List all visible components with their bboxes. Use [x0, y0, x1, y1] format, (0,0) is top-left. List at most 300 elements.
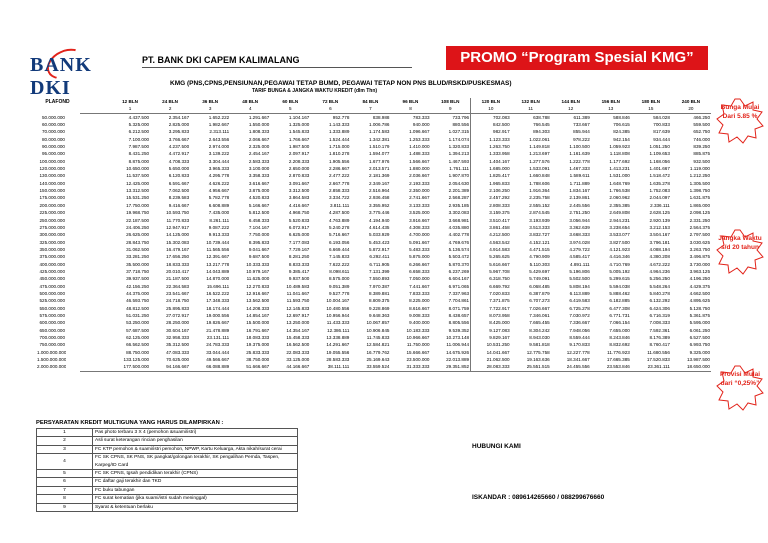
installment-cell: 2.286.667 — [328, 166, 350, 172]
installment-cell: 9.170.833 — [569, 342, 590, 348]
table-row — [80, 261, 711, 268]
installment-cell: 2.555.152 — [529, 202, 550, 208]
installment-cell: 7.026.667 — [529, 305, 550, 311]
installment-cell: 1.320.833 — [448, 144, 470, 150]
installment-cell: 4.295.778 — [208, 173, 230, 179]
table-row — [80, 239, 711, 246]
installment-cell: 33.125.000 — [286, 357, 310, 363]
installment-cell: 28.843.750 — [126, 239, 150, 245]
tenor-index: 5 — [270, 105, 310, 113]
tariff-heading: TARIF BUNGA & JANGKA WAKTU KREDIT (dlm Thn) — [252, 88, 378, 94]
tenor-index: 1 — [110, 105, 150, 113]
installment-cell: 1.177.692 — [609, 158, 630, 164]
installment-cell: 3.212.153 — [649, 224, 670, 230]
table-row — [80, 128, 711, 135]
installment-cell: 7.337.963 — [448, 290, 470, 296]
installment-cell: 24.455.556 — [551, 363, 591, 371]
installment-cell: 4.956.667 — [208, 188, 230, 194]
installment-cell: 1.174.074 — [448, 136, 470, 142]
installment-cell: 1.325.000 — [288, 122, 310, 128]
installment-cell: 3.355.952 — [369, 202, 390, 208]
installment-cell: 16.562.500 — [286, 342, 310, 348]
installment-cell: 1.467.593 — [448, 158, 470, 164]
installment-cell: 3.513.333 — [529, 224, 550, 230]
table-row — [80, 113, 711, 121]
installment-cell: 14.208.333 — [246, 305, 270, 311]
tenor-header: 108 BLN — [441, 99, 460, 104]
installment-cell: 3.504.167 — [649, 232, 670, 238]
tenor-header: 48 BLN — [242, 99, 259, 104]
installment-cell: 11.750.000 — [406, 342, 430, 348]
installment-cell: 1.123.333 — [471, 136, 511, 143]
bank-name: PT. BANK DKI CAPEM KALIMALANG — [142, 55, 300, 65]
requirement-row — [37, 470, 298, 478]
installment-cell: 700.833 — [653, 122, 670, 128]
installment-cell: 7.729.167 — [288, 246, 310, 252]
installment-cell: 2.751.250 — [569, 210, 590, 216]
installment-cell: 4.121.923 — [609, 246, 630, 252]
installment-cell: 1.761.111 — [449, 166, 470, 172]
installment-cell: 894.303 — [533, 129, 550, 135]
installment-cell: 5.782.778 — [208, 195, 230, 201]
installment-cell: 5.136.574 — [448, 246, 470, 252]
tenor-header: 36 BLN — [202, 99, 219, 104]
installment-cell: 934.444 — [653, 136, 670, 142]
installment-cell: 1.291.667 — [248, 114, 270, 120]
installment-cell: 2.935.185 — [448, 202, 470, 208]
installment-cell: 4.710.769 — [609, 261, 630, 267]
installment-cell: 1.865.000 — [689, 202, 710, 208]
installment-cell: 8.875.000 — [128, 158, 150, 164]
installment-cell: 2.564.375 — [689, 224, 710, 230]
installment-cell: 4.585.417 — [569, 254, 590, 260]
installment-cell: 10.480.556 — [326, 305, 350, 311]
installment-cell: 706.615 — [613, 122, 630, 128]
installment-cell: 4.662.500 — [689, 290, 710, 296]
installment-cell: 66.088.889 — [190, 363, 230, 371]
installment-cell: 5.503.472 — [448, 254, 470, 260]
installment-cell: 2.858.333 — [328, 188, 350, 194]
table-row — [80, 349, 711, 356]
installment-cell: 2.060.962 — [609, 195, 630, 201]
installment-cell: 4.429.375 — [689, 283, 710, 289]
tenor-index: 8 — [390, 105, 430, 113]
installment-cell: 11.593.750 — [286, 298, 310, 304]
tenor-header: 96 BLN — [402, 99, 419, 104]
installment-cell: 8.098.611 — [329, 268, 350, 274]
installment-cell: 10.593.750 — [166, 210, 190, 216]
table-row — [80, 268, 711, 275]
installment-cell: 6.113.889 — [569, 290, 590, 296]
installment-cell: 29.351.852 — [431, 363, 471, 371]
table-row — [80, 305, 711, 312]
plafond-cell: 225.000.000 — [39, 210, 65, 216]
installment-cell: 4.416.346 — [609, 254, 630, 260]
plafond-cell: 275.000.000 — [39, 224, 65, 230]
interest-note — [716, 98, 764, 144]
installment-cell: 6.212.500 — [128, 129, 150, 135]
plafond-cell: 200.000.000 — [39, 202, 65, 208]
plafond-cell: 425.000.000 — [39, 268, 65, 274]
installment-cell: 25.551.515 — [511, 363, 551, 371]
installment-cell: 880.556 — [452, 122, 470, 128]
installment-cell: 2.477.222 — [328, 173, 350, 179]
installment-cell: 21.187.500 — [166, 276, 190, 282]
installment-cell: 3.496.875 — [689, 254, 710, 260]
installment-cell: 6.318.750 — [471, 275, 511, 282]
installment-cell: 4.968.750 — [288, 210, 310, 216]
installment-cell: 1.109.653 — [649, 151, 670, 157]
installment-cell: 3.965.333 — [208, 166, 230, 172]
installment-cell: 21.478.889 — [206, 327, 230, 333]
installment-cell: 11.433.333 — [326, 320, 350, 326]
installment-cell: 88.750.000 — [126, 349, 150, 355]
plafond-cell: 325.000.000 — [39, 239, 65, 245]
installment-cell: 11.041.667 — [286, 290, 310, 296]
tenor-header: 120 BLN — [471, 98, 511, 105]
installment-cell: 2.235.758 — [529, 195, 550, 201]
requirements-title: PERSYARATAN KREDIT MULTIGUNA YANG HARUS DILAMPIRKAN : — [36, 420, 224, 426]
plafond-cell: 650.000.000 — [39, 327, 65, 333]
tenor-header: 84 BLN — [362, 99, 379, 104]
installment-cell: 2.870.833 — [288, 173, 310, 179]
installment-cell: 33.559.524 — [350, 363, 390, 371]
installment-cell: 1.333.889 — [328, 129, 350, 135]
installment-cell: 7.050.000 — [409, 276, 430, 282]
requirements-table — [36, 428, 298, 512]
installment-cell: 10.183.333 — [406, 327, 430, 333]
installment-cell: 10.067.857 — [366, 320, 390, 326]
installment-cell: 3.133.333 — [409, 202, 430, 208]
plafond-cell: 375.000.000 — [39, 254, 65, 260]
installment-cell: 10.739.444 — [206, 239, 230, 245]
table-row — [80, 283, 711, 290]
installment-cell: 17.520.833 — [646, 357, 670, 363]
plafond-cell: 95.000.000 — [42, 151, 65, 157]
installment-cell: 9.041.667 — [248, 246, 270, 252]
installment-cell: 5.453.423 — [369, 239, 390, 245]
tenor-index: 15 — [631, 105, 671, 113]
installment-cell: 19.000.556 — [206, 312, 230, 318]
requirement-row — [37, 478, 298, 486]
installment-cell: 14.854.167 — [246, 312, 270, 318]
installment-cell: 9.539.352 — [448, 327, 470, 333]
installment-cell: 1.212.250 — [689, 173, 710, 179]
installment-cell: 2.349.167 — [369, 180, 390, 186]
installment-cell: 10.273.148 — [446, 335, 470, 340]
installment-cell: 14.354.167 — [286, 327, 310, 333]
installment-cell: 2.920.139 — [649, 217, 670, 223]
installment-cell: 4.308.333 — [409, 224, 430, 230]
tenor-index: 6 — [310, 105, 350, 113]
installment-cell: 15.500.000 — [246, 320, 270, 326]
installment-cell: 12.584.821 — [366, 342, 390, 348]
plafond-cell: 80.000.000 — [42, 136, 65, 142]
installment-cell: 3.616.667 — [248, 180, 270, 186]
installment-cell: 8.073.958 — [471, 312, 511, 319]
table-row — [80, 363, 711, 371]
installment-cell: 27.072.917 — [166, 312, 190, 318]
loan-subtitle: KMG (PNS,CPNS,PENSIUNAN,PEGAWAI TETAP BUMD, PEGAWAI TETAP NON PNS BLUD/RSKD/PUSKESMAS) — [170, 80, 512, 87]
installment-cell: 3.312.500 — [288, 188, 310, 194]
installment-cell: 2.044.097 — [649, 195, 670, 201]
installment-cell: 1.965.833 — [471, 180, 511, 187]
installment-cell: 2.649.808 — [609, 210, 630, 216]
installment-cell: 31.062.500 — [126, 246, 150, 252]
installment-cell: 5.128.750 — [689, 305, 710, 311]
installment-cell: 2.741.667 — [409, 195, 430, 201]
table-row — [80, 334, 711, 341]
installment-cell: 17.348.333 — [206, 298, 230, 304]
table-row — [80, 194, 711, 201]
installment-cell: 35.500.000 — [126, 261, 150, 267]
requirement-text: FC surat kematian (jika suami/istri sudah meninggal) — [93, 495, 298, 503]
installment-cell: 733.796 — [452, 114, 470, 120]
installment-cell: 7.665.455 — [529, 320, 550, 326]
installment-cell: 2.974.000 — [208, 144, 230, 150]
installment-cell: 12.145.833 — [286, 305, 310, 311]
installment-cell: 7.062.500 — [168, 188, 190, 194]
installment-cell: 5.812.500 — [248, 210, 270, 216]
installment-cell: 1.263.750 — [471, 143, 511, 150]
installment-cell: 8.071.759 — [448, 305, 470, 311]
installment-cell: 6.061.250 — [689, 327, 710, 333]
installment-cell: 1.518.472 — [649, 173, 670, 179]
installment-cell: 12.391.667 — [206, 254, 230, 260]
installment-cell: 12.947.917 — [166, 224, 190, 230]
installment-cell: 16.779.762 — [366, 349, 390, 355]
installment-cell: 53.250.000 — [126, 320, 150, 326]
installment-cell: 2.650.000 — [288, 166, 310, 172]
table-row — [80, 136, 711, 143]
installment-cell: 1.834.167 — [569, 188, 590, 194]
installment-cell: 4.279.722 — [569, 246, 590, 252]
installment-cell: 1.715.000 — [328, 144, 350, 150]
table-row — [80, 209, 711, 216]
installment-cell: 2.825.000 — [168, 122, 190, 128]
installment-cell: 8.809.375 — [369, 298, 390, 304]
installment-cell: 2.193.333 — [409, 180, 430, 186]
installment-cell: 3.875.000 — [248, 188, 270, 194]
tenor-index: 2 — [150, 105, 190, 113]
installment-cell: 8.389.881 — [369, 290, 390, 296]
installment-cell: 5.808.194 — [569, 283, 590, 289]
requirement-number: 1 — [37, 429, 93, 437]
requirement-number: 4 — [37, 454, 93, 470]
installment-cell: 23.553.846 — [591, 363, 631, 371]
installment-cell: 15.666.667 — [406, 349, 430, 355]
tenor-header: 12 BLN — [122, 99, 138, 104]
installment-cell: 8.575.000 — [328, 276, 350, 282]
installment-cell: 4.287.500 — [328, 210, 350, 216]
installment-cell: 6.068.485 — [529, 283, 550, 289]
installment-cell: 7.704.861 — [448, 298, 470, 304]
installment-cell: 1.394.213 — [448, 151, 470, 157]
requirement-text: FC daftar gaji terakhir dan TKD — [93, 478, 298, 486]
table-row — [80, 143, 711, 150]
table-row — [80, 231, 711, 238]
installment-cell: 10.333.333 — [246, 261, 270, 267]
requirement-row — [37, 429, 298, 437]
installment-cell: 13.987.500 — [687, 357, 710, 363]
installment-cell: 1.100.500 — [569, 144, 590, 150]
installment-cell: 6.658.333 — [409, 268, 430, 274]
installment-cell: 1.277.576 — [529, 158, 550, 164]
table-row — [80, 341, 711, 348]
installment-cell: 38.750.000 — [246, 357, 270, 363]
installment-cell: 47.083.333 — [166, 349, 190, 355]
installment-cell: 1.022.061 — [529, 136, 550, 142]
installment-cell: 6.292.411 — [369, 254, 390, 260]
installment-cell: 14.870.000 — [206, 276, 230, 282]
installment-cell: 9.913.333 — [208, 232, 230, 238]
installment-cell: 817.639 — [653, 129, 670, 135]
installment-cell: 4.964.236 — [649, 268, 670, 274]
installment-cell: 1.916.364 — [529, 188, 550, 194]
tenor-index: 11 — [511, 105, 551, 113]
installment-cell: 8.760.417 — [649, 342, 670, 348]
installment-cell: 66.562.500 — [126, 342, 150, 348]
installment-cell: 10.966.667 — [406, 335, 430, 340]
installment-cell: 9.385.417 — [288, 268, 310, 274]
installment-cell: 7.008.333 — [649, 320, 670, 326]
installment-cell: 14.041.667 — [471, 349, 511, 356]
installment-cell: 6.387.879 — [529, 290, 550, 296]
installment-cell: 22.083.333 — [286, 349, 310, 355]
installment-cell: 9.937.500 — [288, 276, 310, 282]
installment-cell: 940.000 — [412, 122, 430, 128]
installment-cell: 2.350.000 — [409, 188, 430, 194]
installment-cell: 4.472.917 — [168, 151, 190, 157]
installment-cell: 4.237.500 — [168, 144, 190, 150]
installment-cell: 2.797.500 — [689, 232, 710, 238]
installment-cell: 13.250.000 — [286, 320, 310, 326]
installment-cell: 24.406.250 — [126, 224, 150, 230]
installment-cell: 8.304.242 — [529, 327, 550, 333]
plafond-cell: 175.000.000 — [39, 195, 65, 201]
installment-cell: 7.030.972 — [569, 312, 590, 318]
installment-cell: 6.132.292 — [649, 298, 670, 304]
requirement-number: 5 — [37, 470, 93, 478]
installment-cell: 1.982.667 — [208, 122, 230, 128]
plafond-cell: 1.500.000.000 — [37, 357, 66, 363]
installment-cell: 1.161.639 — [569, 151, 590, 157]
tenor-index: 9 — [431, 105, 471, 113]
installment-cell: 2.568.287 — [448, 195, 470, 201]
installment-cell: 8.559.444 — [569, 335, 590, 340]
installment-cell: 1.648.769 — [609, 180, 630, 186]
installment-cell: 1.652.222 — [208, 114, 230, 120]
installment-cell: 28.583.333 — [326, 357, 350, 363]
installment-cell: 1.410.000 — [409, 144, 430, 150]
installment-cell: 177.500.000 — [110, 363, 150, 371]
installment-cell: 10.489.583 — [286, 283, 310, 289]
tenor-header: 24 BLN — [162, 99, 178, 104]
installment-cell: 16.791.667 — [246, 327, 270, 333]
requirement-number: 2 — [37, 437, 93, 445]
installment-cell: 48.812.500 — [126, 305, 150, 311]
plafond-cell: 350.000.000 — [39, 246, 65, 252]
installment-cell: 23.361.111 — [631, 363, 671, 371]
installment-cell: 3.730.000 — [689, 261, 710, 267]
installment-cell: 11.680.556 — [647, 349, 670, 355]
installment-cell: 16.522.222 — [206, 290, 230, 296]
installment-cell: 2.036.667 — [409, 173, 430, 179]
installment-cell: 11.745.833 — [366, 335, 390, 340]
installment-cell: 57.687.500 — [126, 327, 150, 333]
installment-cell: 7.435.000 — [208, 210, 230, 216]
installment-cell: 2.098.125 — [689, 210, 710, 216]
installment-cell: 4.700.000 — [409, 232, 430, 238]
installment-cell: 22.364.583 — [166, 283, 190, 289]
installment-cell: 1.533.091 — [529, 166, 550, 172]
table-row — [80, 356, 711, 363]
installment-cell: 18.174.444 — [206, 305, 230, 311]
installment-cell: 4.763.889 — [328, 217, 350, 223]
installment-cell: 7.100.000 — [128, 136, 150, 142]
installment-cell: 26.625.000 — [126, 232, 150, 238]
installment-cell: 2.583.333 — [248, 158, 270, 164]
plafond-header: PLAFOND — [45, 99, 70, 105]
installment-cell: 1.631.875 — [689, 195, 710, 201]
installment-cell: 10.906.845 — [366, 327, 390, 333]
installment-cell: 5.299.615 — [609, 276, 630, 282]
installment-cell: 11.565.556 — [206, 246, 230, 252]
installment-cell: 2.808.333 — [471, 202, 511, 209]
installment-cell: 2.066.667 — [248, 136, 270, 142]
installment-cell: 733.667 — [573, 122, 590, 128]
installment-cell: 2.054.630 — [448, 180, 470, 186]
installment-cell: 1.880.000 — [409, 166, 430, 172]
interest-note-text: Bunga Mulai Dari 5.85 % — [720, 104, 760, 120]
table-row — [80, 180, 711, 187]
installment-cell: 6.237.269 — [448, 268, 470, 274]
installment-cell: 3.334.722 — [328, 195, 350, 201]
table-row — [80, 165, 711, 172]
installment-cell: 6.971.065 — [448, 283, 470, 289]
installment-cell: 94.166.667 — [150, 363, 190, 371]
installment-cell: 1.305.500 — [689, 180, 710, 186]
requirement-number: 9 — [37, 503, 93, 511]
requirement-text: Syarat & ketentuan berlaku — [93, 503, 298, 511]
installment-cell: 6.193.056 — [328, 239, 350, 245]
installment-cell: 18.650.000 — [671, 363, 711, 371]
installment-cell: 4.672.222 — [649, 261, 670, 267]
installment-cell: 652.750 — [693, 129, 710, 135]
installment-cell: 6.527.500 — [689, 335, 710, 340]
installment-cell: 9.087.222 — [208, 224, 230, 230]
installment-cell: 6.604.167 — [448, 276, 470, 282]
installment-cell: 6.591.667 — [168, 180, 190, 186]
installment-cell: 13.217.778 — [206, 261, 230, 267]
installment-cell: 1.253.333 — [409, 136, 430, 142]
installment-cell: 6.182.885 — [609, 298, 630, 304]
installment-cell: 7.833.333 — [409, 290, 430, 296]
installment-cell: 5.429.697 — [529, 268, 550, 274]
plafond-cell: 1.000.000.000 — [37, 349, 66, 355]
installment-cell: 1.660.848 — [529, 173, 550, 179]
installment-cell: 1.524.444 — [328, 136, 350, 142]
installment-cell: 7.722.917 — [471, 305, 511, 312]
installment-cell: 19.055.556 — [326, 349, 350, 355]
installment-cell: 2.457.292 — [471, 194, 511, 201]
installment-cell: 783.333 — [412, 114, 430, 120]
installment-cell: 1.051.250 — [649, 144, 670, 150]
requirement-number: 8 — [37, 495, 93, 503]
installment-cell: 133.125.000 — [123, 357, 150, 363]
installment-cell: 9.416.667 — [168, 202, 190, 208]
installment-cell: 4.563.542 — [471, 239, 511, 246]
